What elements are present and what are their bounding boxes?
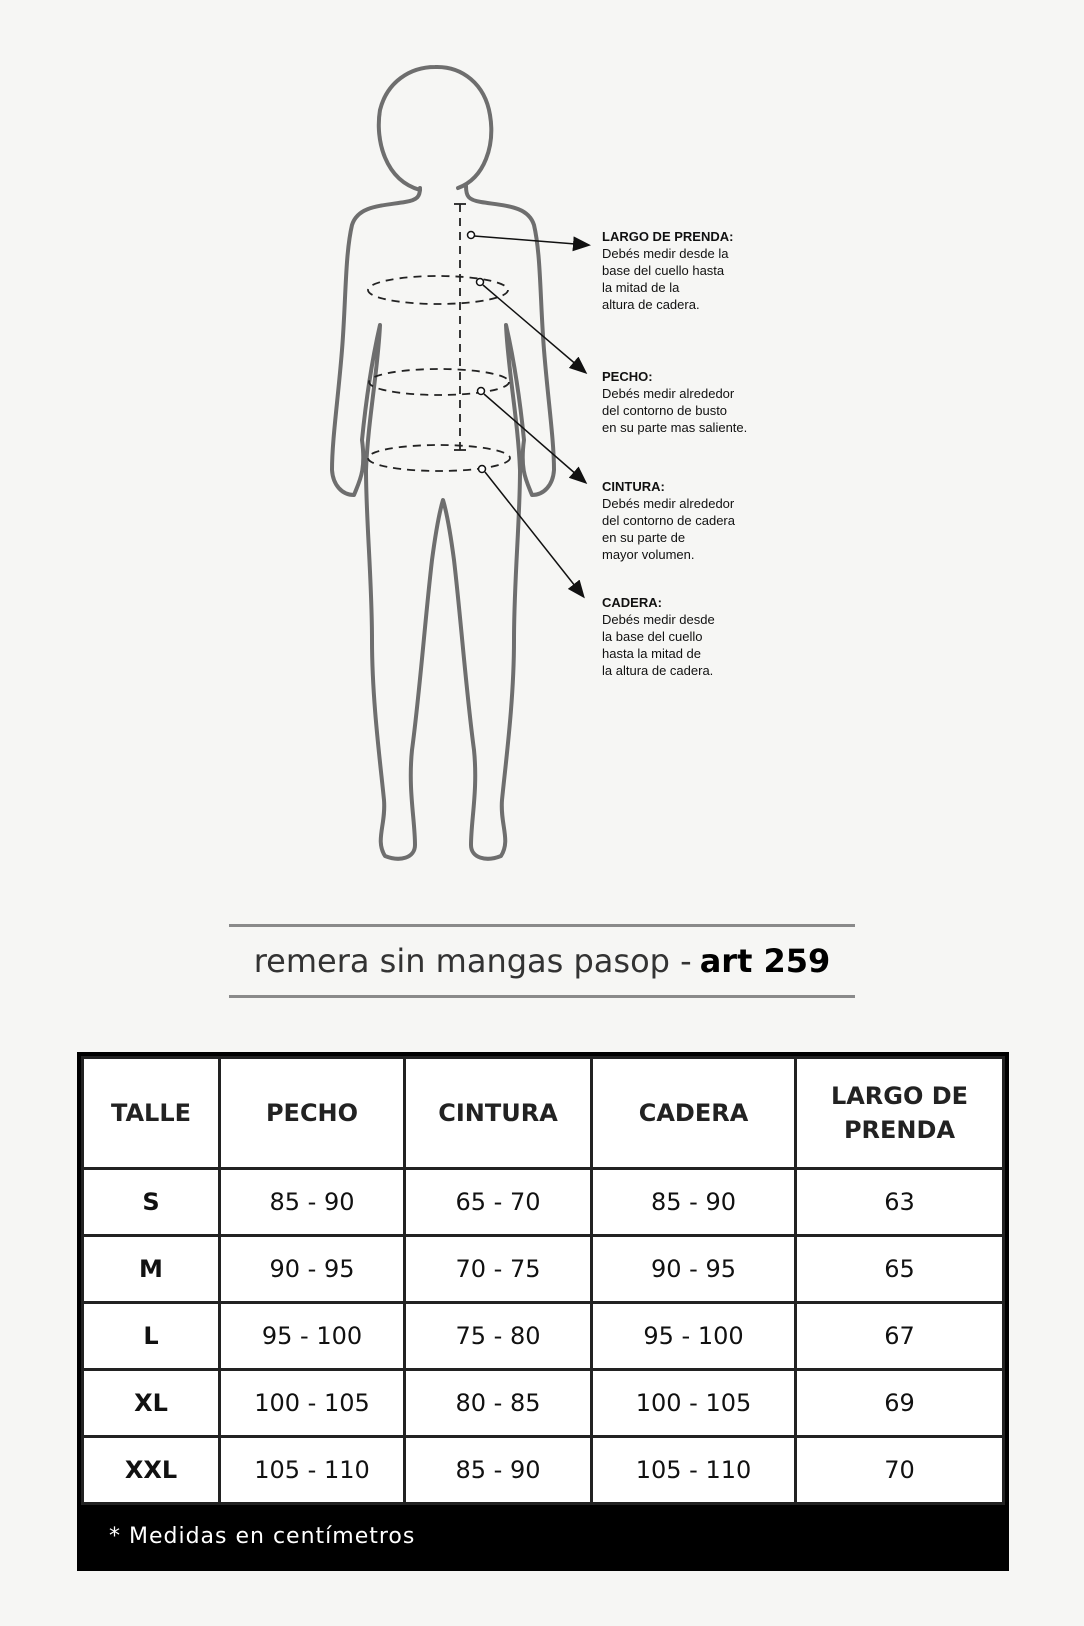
annotation-desc: Debés medir desde la base del cuello hasta la mitad de la altura de cadera. [602,612,715,678]
annotation-title: CINTURA: [602,479,665,494]
annotation-title: CADERA: [602,595,662,610]
annotation-desc: Debés medir alrededor del contorno de cadera en su parte de mayor volumen. [602,496,735,562]
annotation-desc: Debés medir desde la base del cuello hasta la mitad de la altura de cadera. [602,246,729,312]
annotation-cadera [602,594,802,679]
size-cell: S [83,1169,220,1236]
annotation-pecho [602,368,802,436]
cadera-cell: 100 - 105 [592,1370,796,1437]
table-row [83,1437,1004,1504]
pecho-cell: 105 - 110 [220,1437,405,1504]
header-talle: TALLE [83,1058,220,1169]
cadera-cell: 105 - 110 [592,1437,796,1504]
size-cell: XL [83,1370,220,1437]
units-footnote: * Medidas en centímetros [81,1505,1005,1567]
size-cell: L [83,1303,220,1370]
product-name: remera sin mangas pasop - [253,942,692,980]
product-article: art 259 [699,942,831,980]
product-title [229,924,855,998]
cintura-cell: 85 - 90 [405,1437,592,1504]
cintura-cell: 65 - 70 [405,1169,592,1236]
pecho-cell: 100 - 105 [220,1370,405,1437]
cadera-cell: 95 - 100 [592,1303,796,1370]
table-header-row [83,1058,1004,1169]
header-cadera: CADERA [592,1058,796,1169]
cintura-cell: 70 - 75 [405,1236,592,1303]
annotation-title: PECHO: [602,369,653,384]
largo-cell: 67 [796,1303,1004,1370]
cintura-cell: 80 - 85 [405,1370,592,1437]
annotation-desc: Debés medir alrededor del contorno de busto en su parte mas saliente. [602,386,748,435]
annotation-largo [602,228,802,313]
annotation-cintura [602,478,802,563]
header-largo: LARGO DE PRENDA [796,1058,1004,1169]
annotation-title: LARGO DE PRENDA: [602,229,734,244]
largo-cell: 65 [796,1236,1004,1303]
header-pecho: PECHO [220,1058,405,1169]
pecho-cell: 85 - 90 [220,1169,405,1236]
pecho-cell: 95 - 100 [220,1303,405,1370]
table-row [83,1236,1004,1303]
table-row [83,1169,1004,1236]
largo-cell: 63 [796,1169,1004,1236]
table-row [83,1370,1004,1437]
header-cintura: CINTURA [405,1058,592,1169]
size-chart-table [81,1056,1005,1505]
size-cell: M [83,1236,220,1303]
size-cell: XXL [83,1437,220,1504]
cadera-cell: 85 - 90 [592,1169,796,1236]
size-table [77,1052,1009,1571]
table-row [83,1303,1004,1370]
pecho-cell: 90 - 95 [220,1236,405,1303]
cadera-cell: 90 - 95 [592,1236,796,1303]
cintura-cell: 75 - 80 [405,1303,592,1370]
largo-cell: 69 [796,1370,1004,1437]
largo-cell: 70 [796,1437,1004,1504]
